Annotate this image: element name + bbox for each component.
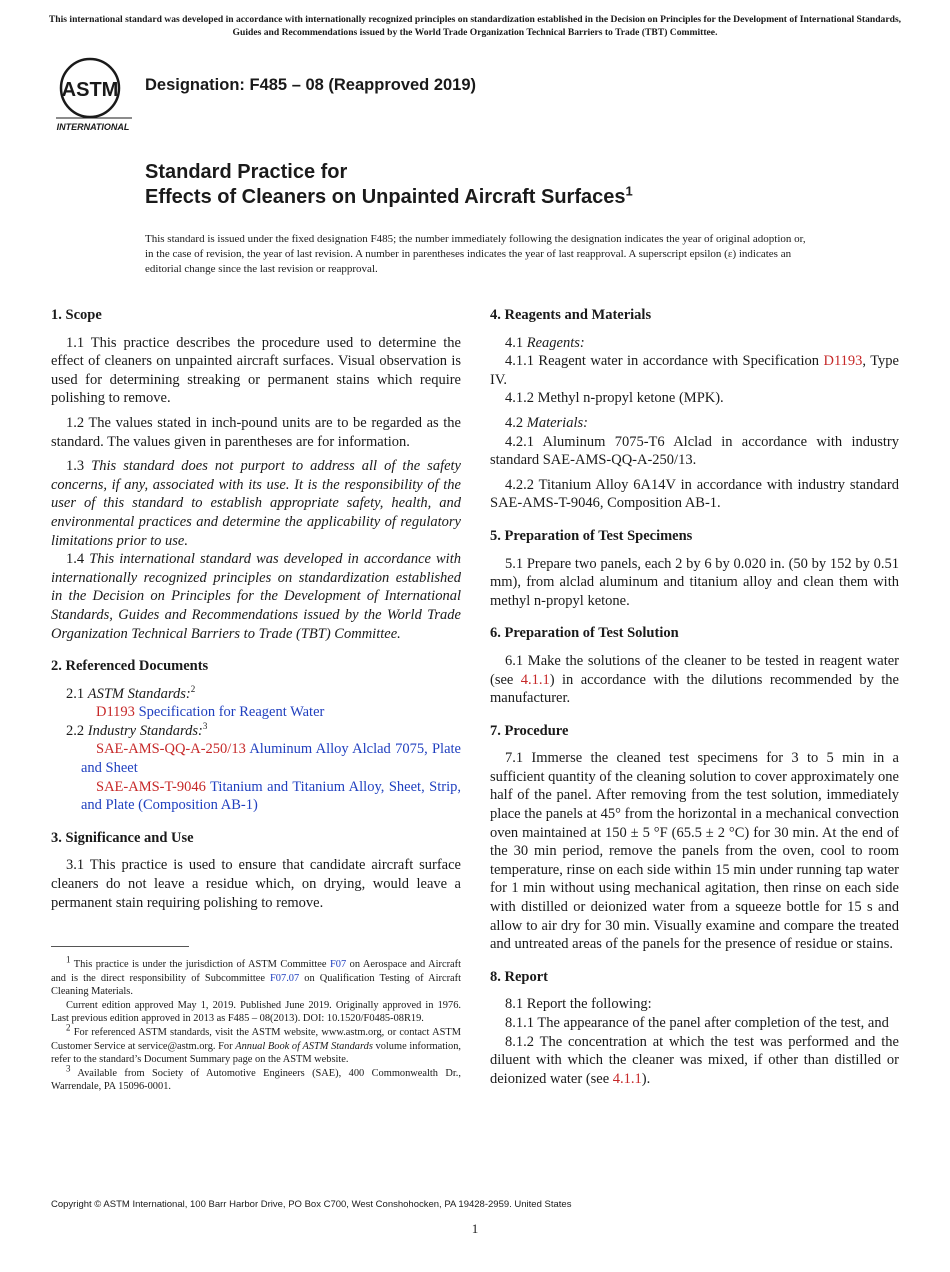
reference-code[interactable]: SAE-AMS-QQ-A-250/13 [96,741,246,758]
section-report [490,968,899,1089]
logo-text: ASTM [61,79,119,101]
paragraph-label: ASTM Standards: [87,685,191,702]
paragraph-7-1: 7.1 Immerse the cleaned test specimens for 3 to 5 min in a sufficient quantity of the cleaning solution to cover approximately one half of the panel. After removing from the test solution, immediately place the panels at 45° from the horizontal in a mechanical convection oven maintained at 150 ± 5 °F (65.5 ± 2 °C) for 30 min. At the end of the 30 min period, remove the panels from the oven, cool to room temperature, rinse on each side within 15 min under running tap water for 1 min without using mechanical agitation, then rinse on each side with distilled or deionized water from a squeeze bottle for 15 s and allow to air dry for 30 min. Visually examine and compare the treated and untreated areas of the panels for the presence of residue or stains. [490,750,899,953]
reference-title[interactable]: Specification for Reagent Water [138,704,325,721]
paragraph-text: ). [641,1070,651,1087]
section-scope [51,306,461,643]
paragraph-4-2-2: 4.2.2 Titanium Alloy 6A14V in accordance with industry standard SAE-AMS-T-9046, Composition AB-1. [490,476,899,512]
footnote-text: on Qualification Testing of Aircraft Cleaning Materials. [51,972,461,998]
footnote-text: Available from Society of Automotive Engineers (SAE), 400 Commonwealth Dr., Warrendale, PA 15096-0001. [51,1067,461,1093]
footnote-1 [51,954,461,999]
paragraph-text: 8.1.2 The concentration at which the test was performed and the diluent with which the cleaner was mixed, if other than distilled or deionized water (see [490,1033,899,1087]
paragraph-8-1-2 [490,1033,899,1089]
footnote-text: For referenced ASTM standards, visit the ASTM website, www.astm.org, or contact ASTM Customer Service at service@astm.org. For [51,1026,461,1052]
section-heading: 2. Referenced Documents [51,658,209,675]
committee-link[interactable]: F07 [330,959,347,970]
section-4-1-1-link[interactable]: 4.1.1 [520,671,550,688]
astm-logo [52,56,134,134]
footnote-mark: 1 [66,954,71,965]
paragraph-1-2: 1.2 The values stated in inch-pound units are to be regarded as the standard. The values given in parentheses are for information. [51,414,461,450]
reference-sae-t-9046[interactable] [51,778,461,815]
standards-notice: This international standard was developed in accordance with internationally recognized principles on standardization established in the Decision on Principles for the Development of International Standards, Guides and Recommendations issued by the World Trade Organization Technical Barriers to Trade (TBT) Committee. [48,14,902,38]
logo-subtext: INTERNATIONAL [56,122,130,132]
section-reagents [490,306,899,513]
footnote-text: volume information, refer to the standard’s Document Summary page on the ASTM website. [51,1040,461,1066]
section-referenced-documents [51,657,461,815]
right-column [490,306,899,1102]
designation: Designation: F485 – 08 (Reapproved 2019) [145,76,477,94]
d1193-link[interactable]: D1193 [823,353,863,370]
paragraph-4-2 [490,414,899,433]
astm-logo-icon [52,56,134,134]
footnote-mark: 3 [66,1063,71,1074]
reference-code[interactable]: D1193 [96,704,135,721]
paragraph-number: 2.1 [66,685,85,702]
section-heading: 5. Preparation of Test Specimens [490,527,693,544]
paragraph-text: This standard does not purport to address all of the safety concerns, if any, associated with its use. It is the responsibility of the user of this standard to establish appropriate safety, health, and environmental practices and determine the applicability of regulatory limitations prior to use. [51,458,461,549]
paragraph-1-1: 1.1 This practice describes the procedure used to determine the effect of cleaners on unpainted aircraft surfaces. Visual observation is used for determining streaking or permanent stains which require polishing to remove. [51,334,461,407]
paragraph-3-1: 3.1 This practice is used to ensure that candidate aircraft surface cleaners do not leave a residue which, on drying, would leave a permanent stain requiring polishing to remove. [51,857,461,911]
paragraph-4-2-1: 4.2.1 Aluminum 7075-T6 Alclad in accordance with industry standard SAE-AMS-QQ-A-250/13. [490,433,899,469]
paragraph-2-2 [51,722,461,741]
section-test-solution [490,624,899,707]
paragraph-text: 4.1.1 Reagent water in accordance with Specification [505,353,820,370]
page-number: 1 [471,1221,479,1236]
page-title [145,160,633,210]
footnote-text: This practice is under the jurisdiction of ASTM Committee [73,959,327,970]
copyright-footer: Copyright © ASTM International, 100 Barr Harbor Drive, PO Box C700, West Conshohocken, PA 19428-2959. United States [51,1199,572,1210]
footnote-2 [51,1022,461,1067]
preamble: This standard is issued under the fixed designation F485; the number immediately following the designation indicates the year of original adoption or, in the case of revision, the year of last revision. A number in parentheses indicates the year of last reapproval. A superscript epsilon (ε) indicates an editorial change since the last revision or reapproval. [145,233,806,275]
footnote-divider [51,946,189,947]
section-4-1-1-link[interactable]: 4.1.1 [612,1070,642,1087]
title-line-1: Standard Practice for [145,161,348,183]
paragraph-6-1 [490,652,899,708]
paragraph-label: Industry Standards: [87,722,203,739]
paragraph-text: ) in accordance with the dilutions recommended by the manufacturer. [490,671,899,707]
paragraph-2-1 [51,685,461,704]
paragraph-number: 2.2 [66,722,85,739]
left-column [51,306,461,926]
reference-d1193[interactable] [51,703,461,722]
section-heading: 1. Scope [51,307,102,323]
footnote-3 [51,1063,461,1094]
paragraph-text: This international standard was developed in accordance with internationally recognized principles on standardization established in the Decision on Principles for the Development of International Standards, Guides and Recommendations issued by the World Trade Organization Technical Barriers to Trade (TBT) Committee. [51,551,461,642]
title-footnote-mark: 1 [625,183,633,199]
title-line-2-text: Effects of Cleaners on Unpainted Aircraft Surfaces [145,186,626,208]
section-heading: 4. Reagents and Materials [490,307,652,323]
reference-code[interactable]: SAE-AMS-T-9046 [96,778,206,795]
footnote-mark: 3 [202,721,208,732]
paragraph-number: 4.2 [505,414,524,431]
paragraph-1-4 [51,550,461,643]
footnote-text: on Aerospace and Aircraft and is the direct responsibility of Subcommittee [51,959,461,984]
paragraph-label: Reagents: [526,334,585,351]
paragraph-4-1-2: 4.1.2 Methyl n-propyl ketone (MPK). [505,390,724,407]
reference-title[interactable]: Titanium and Titanium Alloy, Sheet, Strip, and Plate (Composition AB-1) [81,778,461,814]
paragraph-label: Materials: [526,414,588,431]
section-heading: 8. Report [490,968,548,985]
title-line-2 [145,185,633,210]
paragraph-8-1-1: 8.1.1 The appearance of the panel after completion of the test, and [505,1015,889,1031]
subcommittee-link[interactable]: F07.07 [270,972,300,984]
section-heading: 6. Preparation of Test Solution [490,625,679,642]
paragraph-text: 6.1 Make the solutions of the cleaner to be tested in reagent water (see [490,652,899,688]
paragraph-1-3 [51,457,461,550]
footnote-mark: 2 [66,1022,71,1033]
footnote-italic: Annual Book of ASTM Standards [235,1040,373,1052]
section-heading: 7. Procedure [490,722,569,739]
reference-sae-qq-a-250[interactable] [51,740,461,777]
section-test-specimens [490,527,899,610]
paragraph-text: , Type IV. [490,353,899,388]
paragraph-number: 1.4 [66,551,85,568]
section-significance [51,829,461,912]
paragraph-number: 1.3 [66,458,85,475]
paragraph-4-1 [490,334,899,353]
section-heading: 3. Significance and Use [51,829,194,846]
paragraph-4-1-1 [490,352,899,389]
paragraph-number: 4.1 [505,334,524,351]
footnotes [51,954,461,1094]
footnote-edition: Current edition approved May 1, 2019. Published June 2019. Originally approved in 1976. Last previous edition approved in 2013 as F485 – 08(2013). DOI: 10.1520/F0485-08R19. [51,999,461,1025]
reference-title[interactable]: Aluminum Alloy Alclad 7075, Plate and Sheet [81,741,461,777]
paragraph-5-1: 5.1 Prepare two panels, each 2 by 6 by 0.020 in. (50 by 152 by 0.51 mm), from alclad aluminum and titanium alloy and clean them with methyl n-propyl ketone. [490,555,899,609]
footnote-mark: 2 [190,683,196,694]
section-procedure [490,722,899,954]
paragraph-8-1: 8.1 Report the following: [505,996,652,1013]
